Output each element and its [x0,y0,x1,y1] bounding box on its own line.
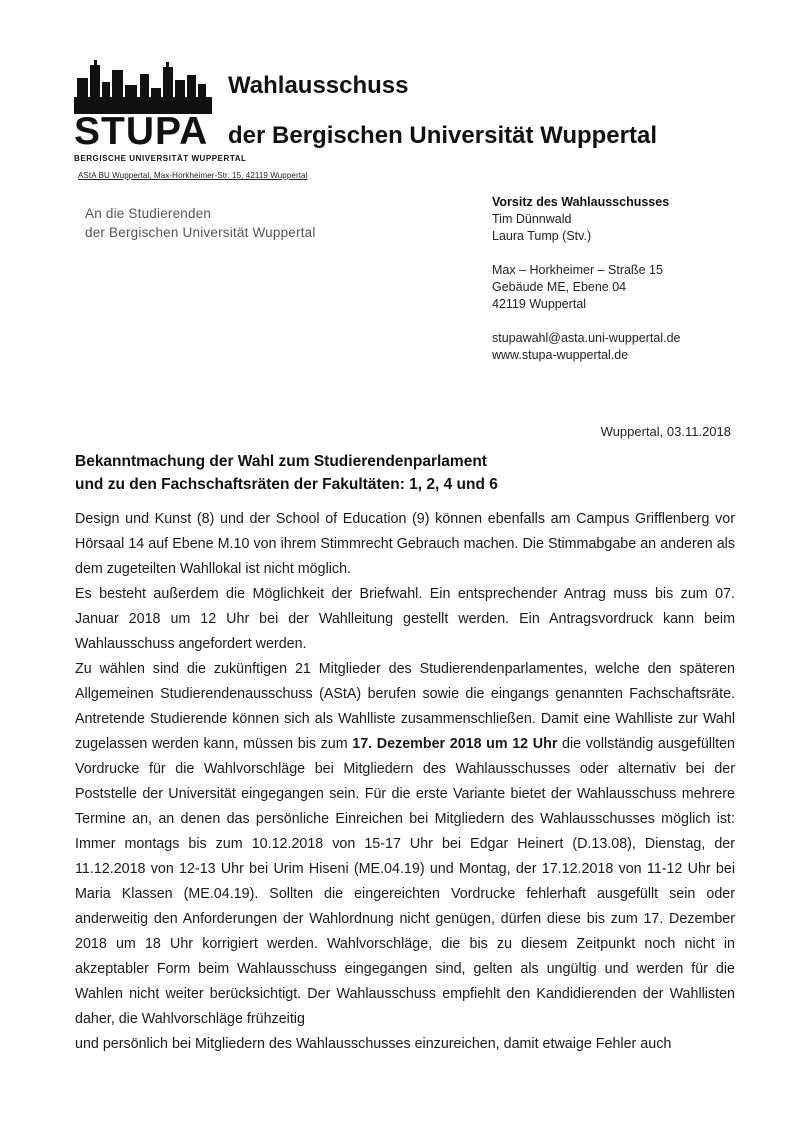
recipient-block [85,204,316,242]
body-paragraph-4: und persönlich bei Mitgliedern des Wahlausschusses einzureichen, damit etwaige Fehler auch [75,1036,672,1052]
contact-block [492,194,732,364]
contact-city: 42119 Wuppertal [492,297,587,311]
city-skyline-icon [74,58,212,114]
letterhead-title-line2: der Bergischen Universität Wuppertal [228,122,657,149]
contact-building: Gebäude ME, Ebene 04 [492,280,627,294]
letterhead-title [228,72,657,150]
subject-line1: Bekanntmachung der Wahl zum Studierendenparlament [75,453,487,470]
body-paragraph-3 [75,657,735,1032]
stupa-logo [74,58,247,163]
contact-heading: Vorsitz des Wahlausschusses [492,195,670,209]
subject-heading [75,450,735,496]
spacer [492,245,732,262]
paragraph-3-text-before: Zu wählen sind die zukünftigen 21 Mitglieder des Studierendenparlamentes, welche den späteren Allgemeinen Studierendenausschuss (AStA) berufen sowie die eingangs genannten Fachschaftsräte. Antretende Studierende können sich als Wahlliste zusammenschließen. Damit eine Wahlliste zur Wahl zugelassen werden kann, müssen bis zum [75,661,735,752]
contact-chair: Tim Dünnwald [492,212,572,226]
spacer [492,313,732,330]
letterhead-title-line1: Wahlausschuss [228,72,409,99]
subject-line2: und zu den Fachschaftsräten der Fakultäten: 1, 2, 4 und 6 [75,476,498,493]
recipient-line1: An die Studierenden [85,206,212,221]
logo-wordmark: STUPA [74,110,209,153]
contact-email: stupawahl@asta.uni-wuppertal.de [492,331,681,345]
body-paragraph-1: Design und Kunst (8) und der School of Education (9) können ebenfalls am Campus Grifflenberg vor Hörsaal 14 auf Ebene M.10 von ihrem Stimmrecht Gebrauch machen. Die Stimmabgabe an anderen als dem zugeteilten Wahllokal ist nicht möglich. [75,511,735,577]
deadline-date-emphasis: 17. Dezember 2018 um 12 Uhr [352,736,558,752]
letter-body [75,507,735,1057]
dateline: Wuppertal, 03.11.2018 [600,424,731,439]
paragraph-3-text-after: die vollständig ausgefüllten Vordrucke für die Wahlvorschläge bei Mitgliedern des Wahlausschusses oder alternativ bei der Poststelle der Universität eingegangen sein. Für die erste Variante bietet der Wahlausschuss mehrere Termine an, an denen das persönliche Einreichen bei Mitgliedern des Wahlausschusses möglich ist: Immer montags bis zum 10.12.2018 von 15-17 Uhr bei Edgar Heinert (D.13.08), Dienstag, der 11.12.2018 von 12-13 Uhr bei Urim Hiseni (ME.04.19) und Montag, der 17.12.2018 von 11-12 Uhr bei Maria Klassen (ME.04.19). Sollten die eingereichten Vordrucke fehlerhaft ausgefüllt sein oder anderweitig den Anforderungen der Wahlordnung nicht genügen, dürfen diese bis zum 17. Dezember 2018 um 18 Uhr korrigiert werden. Wahlvorschläge, die bis zu diesem Zeitpunkt noch nicht in akzeptabler Form beim Wahlausschuss eingegangen sind, gelten als ungültig und werden für die Wahlen nicht weiter berücksichtigt. Der Wahlausschuss empfiehlt den Kandidierenden der Wahllisten daher, die Wahlvorschläge frühzeitig [75,736,735,1027]
contact-website: www.stupa-wuppertal.de [492,348,629,362]
logo-subtitle: BERGISCHE UNIVERSITÄT WUPPERTAL [74,154,247,163]
sender-address-line: AStA BU Wuppertal, Max-Horkheimer-Str. 15, 42119 Wuppertal [78,171,308,180]
contact-deputy: Laura Tump (Stv.) [492,229,592,243]
recipient-line2: der Bergischen Universität Wuppertal [85,225,316,240]
contact-street: Max – Horkheimer – Straße 15 [492,263,663,277]
body-paragraph-2: Es besteht außerdem die Möglichkeit der Briefwahl. Ein entsprechender Antrag muss bis zum 07. Januar 2018 um 12 Uhr bei der Wahlleitung gestellt werden. Ein Antragsvordruck kann beim Wahlausschuss angefordert werden. [75,586,735,652]
